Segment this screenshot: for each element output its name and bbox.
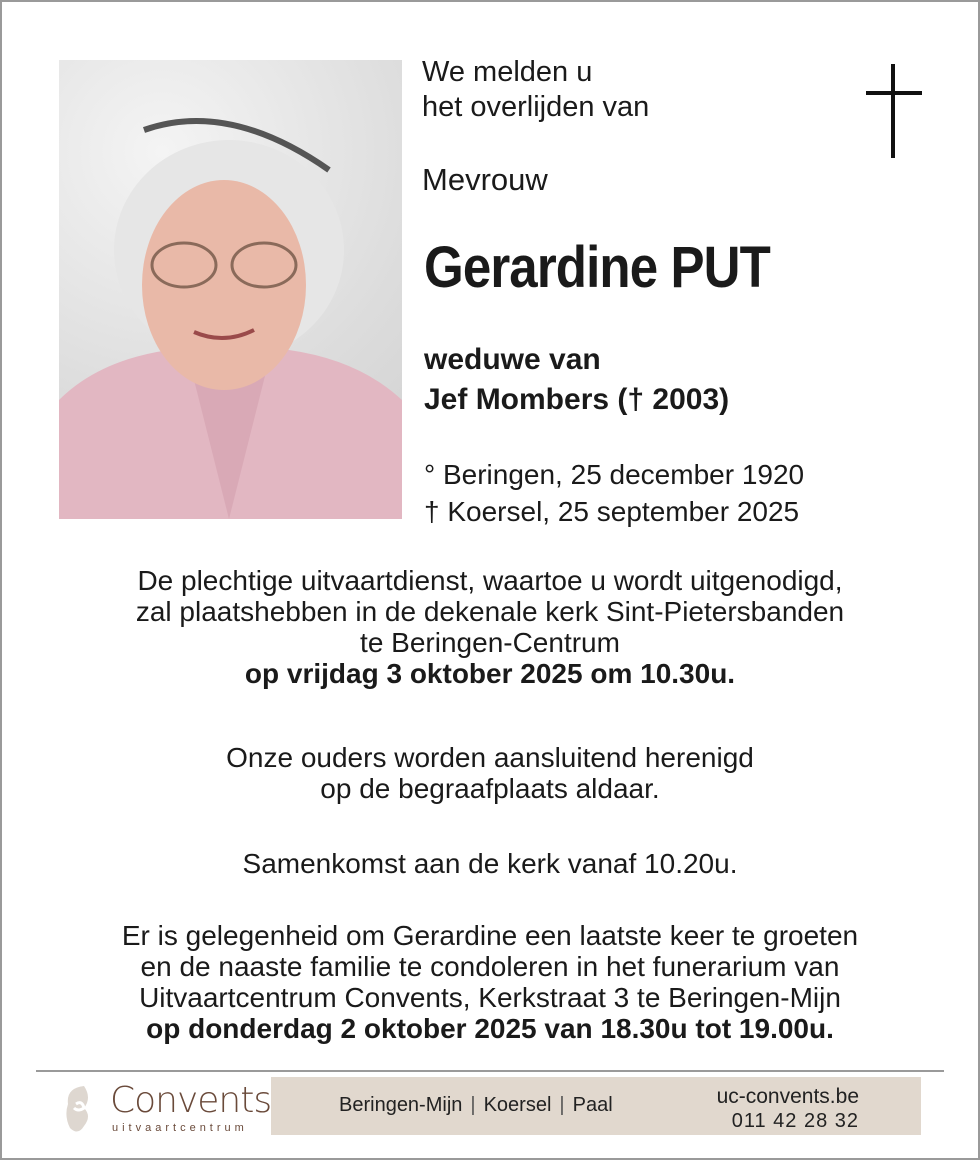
- footer-divider: [36, 1070, 944, 1072]
- announcement-intro: [422, 55, 649, 125]
- service-line: De plechtige uitvaartdienst, waartoe u wordt uitgenodigd,: [137, 565, 843, 596]
- birth-date: ° Beringen, 25 december 1920: [424, 459, 805, 490]
- burial-section: [40, 742, 940, 804]
- location: Beringen-Mijn: [339, 1094, 463, 1116]
- viewing-line: Uitvaartcentrum Convents, Kerkstraat 3 te Beringen-Mijn: [139, 982, 841, 1013]
- service-line: te Beringen-Centrum: [360, 627, 620, 658]
- burial-line: op de begraafplaats aldaar.: [320, 773, 660, 804]
- service-date: op vrijdag 3 oktober 2025 om 10.30u.: [244, 658, 736, 689]
- deceased-name: Gerardine PUT: [424, 235, 770, 300]
- location: Koersel: [483, 1094, 552, 1116]
- widow-line: weduwe van: [424, 343, 601, 376]
- logo-word: Convents: [110, 1080, 272, 1121]
- widow-info: [424, 340, 729, 420]
- convents-logo: [58, 1080, 272, 1140]
- viewing-line: Er is gelegenheid om Gerardine een laatste keer te groeten: [121, 920, 859, 951]
- website-link[interactable]: uc-convents.be: [716, 1085, 859, 1108]
- gathering-line: Samenkomst aan de kerk vanaf 10.20u.: [242, 848, 738, 879]
- viewing-line: en de naaste familie te condoleren in het funerarium van: [140, 951, 840, 982]
- life-dates: [424, 456, 804, 530]
- viewing-date: op donderdag 2 oktober 2025 van 18.30u tot 19.00u.: [146, 1013, 834, 1044]
- location: Paal: [572, 1094, 613, 1116]
- spouse-line: Jef Mombers († 2003): [424, 383, 730, 416]
- honorific: Mevrouw: [422, 162, 548, 197]
- intro-line: We melden u: [422, 56, 593, 88]
- contact-band: [271, 1077, 921, 1135]
- locations: Beringen-Mijn | Koersel | Paal: [339, 1094, 613, 1116]
- viewing-section: [40, 920, 940, 1044]
- logo-mark-icon: [62, 1082, 94, 1134]
- intro-line: het overlijden van: [422, 91, 650, 123]
- death-date: † Koersel, 25 september 2025: [424, 496, 800, 527]
- phone-number: 011 42 28 32: [731, 1110, 859, 1132]
- cross-icon: [866, 64, 922, 158]
- service-line: zal plaatshebben in de dekenale kerk Sint-Pietersbanden: [135, 596, 845, 627]
- service-section: [40, 565, 940, 689]
- logo-subtitle: uitvaartcentrum: [112, 1122, 248, 1134]
- portrait-photo: [59, 60, 402, 519]
- burial-line: Onze ouders worden aansluitend herenigd: [226, 742, 754, 773]
